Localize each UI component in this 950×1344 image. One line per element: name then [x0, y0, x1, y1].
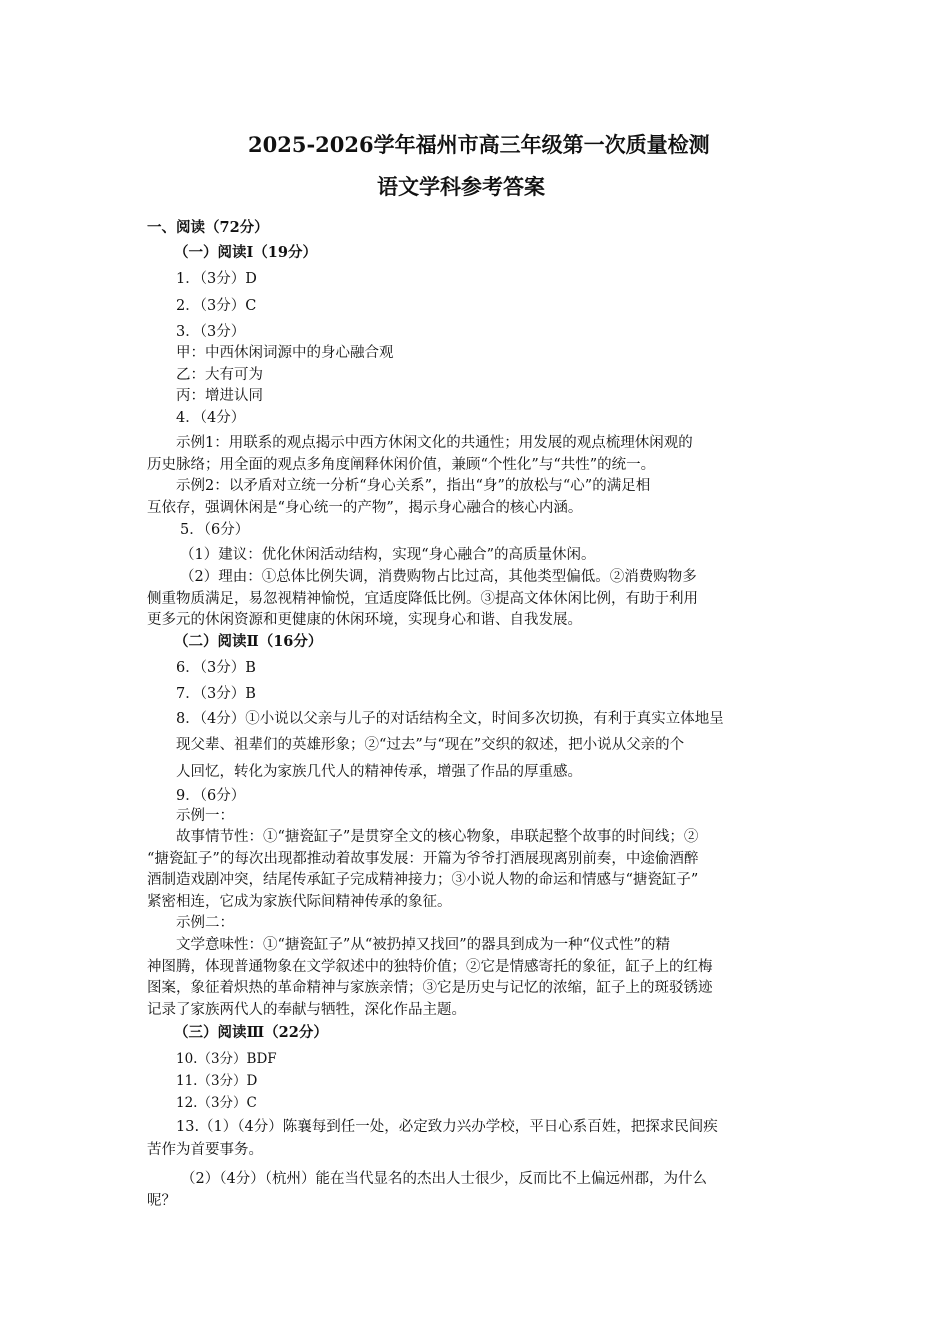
answer-line: 8．（4分）①小说以父亲与儿子的对话结构全文，时间多次切换，有利于真实立体地呈: [176, 711, 724, 727]
answer-line: 3．（3分）: [176, 324, 246, 340]
answer-line: 现父辈、祖辈们的英雄形象；②“过去”与“现在”交织的叙述，把小说从父亲的个: [176, 737, 685, 753]
answer-line: 苦作为首要事务。: [147, 1142, 263, 1158]
answer-line: 5．（6分）: [180, 522, 250, 538]
answer-line: 神图腾，体现普通物象在文学叙述中的独特价值；②它是情感寄托的象征，缸子上的红梅: [147, 959, 713, 975]
answer-line: 文学意味性：①“搪瓷缸子”从“被扔掉又找回”的器具到成为一种“仪式性”的精: [176, 937, 670, 953]
answer-line: 故事情节性：①“搪瓷缸子”是贯穿全文的核心物象，串联起整个故事的时间线；②: [176, 829, 699, 845]
answer-line: 乙：大有可为: [176, 367, 263, 383]
answer-line: 9．（6分）: [176, 788, 246, 804]
answer-line: 6．（3分）B: [176, 660, 256, 676]
answer-line: 酒制造戏剧冲突，结尾传承缸子完成精神接力；③小说人物的命运和情感与“搪瓷缸子”: [147, 872, 699, 888]
answer-line: “搪瓷缸子”的每次出现都推动着故事发展：开篇为爷爷打酒展现离别前奏，中途偷酒醉: [147, 851, 699, 867]
part-heading: （一）阅读Ⅰ（19分）: [174, 244, 317, 261]
answer-line: 甲：中西休闲词源中的身心融合观: [176, 345, 394, 361]
answer-line: 互依存，强调休闲是“身心统一的产物”，揭示身心融合的核心内涵。: [147, 500, 583, 516]
answer-line: 侧重物质满足，易忽视精神愉悦，宜适度降低比例。③提高文体休闲比例，有助于利用: [147, 591, 698, 607]
answer-line: 人回忆，转化为家族几代人的精神传承，增强了作品的厚重感。: [176, 764, 582, 780]
answer-line: 示例1：用联系的观点揭示中西方休闲文化的共通性；用发展的观点梳理休闲观的: [176, 435, 693, 451]
answer-line: 10.（3分）BDF: [176, 1051, 277, 1067]
answer-line: 图案，象征着炽热的革命精神与家族亲情；③它是历史与记忆的浓缩，缸子上的斑驳锈迹: [147, 980, 713, 996]
answer-line: 更多元的休闲资源和更健康的休闲环境，实现身心和谐、自我发展。: [147, 612, 582, 628]
answer-line: 历史脉络；用全面的观点多角度阐释休闲价值，兼顾“个性化”与“共性”的统一。: [147, 457, 656, 473]
answer-line: 紧密相连，它成为家族代际间精神传承的象征。: [147, 894, 452, 910]
answer-line: 4．（4分）: [176, 410, 246, 426]
document-title: 2025-2026学年福州市高三年级第一次质量检测: [248, 132, 710, 157]
answer-line: 11.（3分）D: [176, 1073, 258, 1089]
part-heading: （二）阅读Ⅱ（16分）: [174, 633, 323, 650]
answer-line: 记录了家族两代人的奉献与牺牲，深化作品主题。: [147, 1002, 466, 1018]
answer-line: （2）理由：①总体比例失调，消费购物占比过高，其他类型偏低。②消费购物多: [180, 569, 697, 585]
answer-line: 示例2：以矛盾对立统一分析“身心关系”，指出“身”的放松与“心”的满足相: [176, 478, 651, 494]
answer-line: 7．（3分）B: [176, 686, 256, 702]
answer-line: 示例一：: [176, 808, 234, 824]
answer-line: 13.（1）（4分）陈襄每到任一处，必定致力兴办学校，平日心系百姓，把探求民间疾: [176, 1119, 718, 1135]
answer-line: 1．（3分）D: [176, 271, 257, 287]
section-heading: 一、阅读（72分）: [147, 219, 269, 236]
answer-line: （1）建议：优化休闲活动结构，实现“身心融合”的高质量休闲。: [180, 547, 596, 563]
answer-line: 12.（3分）C: [176, 1095, 257, 1111]
part-heading: （三）阅读Ⅲ（22分）: [174, 1024, 328, 1041]
answer-line: 丙：增进认同: [176, 388, 263, 404]
answer-line: 2．（3分）C: [176, 298, 257, 314]
answer-line: （2）（4分）（杭州）能在当代显名的杰出人士很少，反而比不上偏远州郡，为什么: [181, 1171, 707, 1187]
document-subtitle: 语文学科参考答案: [377, 174, 545, 199]
answer-line: 示例二：: [176, 915, 234, 931]
answer-line: 呢？: [147, 1193, 176, 1209]
